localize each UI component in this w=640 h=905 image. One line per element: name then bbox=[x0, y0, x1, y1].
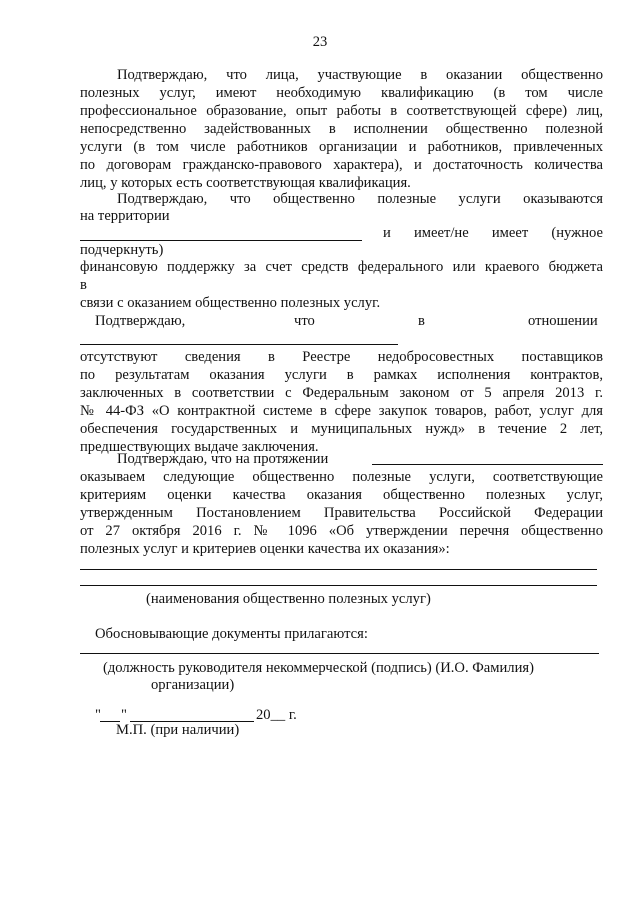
para3-line: обеспечения государственных и муниципальных нужд» в течение 2 лет, bbox=[80, 421, 603, 437]
para3-line: предшествующих выдаче заключения. bbox=[80, 439, 319, 455]
para3-word: Подтверждаю, bbox=[95, 313, 186, 329]
para1-line: непосредственно задействованных в исполнении общественно полезной bbox=[80, 121, 603, 137]
signature-caption: организации) bbox=[151, 677, 235, 693]
para2-line: связи с оказанием общественно полезных услуг. bbox=[80, 295, 381, 311]
para1-line: лиц, у которых есть соответствующая квалификация. bbox=[80, 175, 411, 191]
para3-line: заключенных в соответствии с Федеральным законом от 5 апреля 2013 г. bbox=[80, 385, 603, 401]
services-caption: (наименования общественно полезных услуг) bbox=[146, 591, 431, 607]
para3-line: № 44-ФЗ «О контрактной системе в сфере закупок товаров, работ, услуг для bbox=[80, 403, 603, 419]
page-number: 23 bbox=[312, 34, 328, 50]
organization-blank bbox=[80, 344, 398, 345]
documents-blank bbox=[80, 653, 599, 654]
documents-text: Обосновывающие документы прилагаются: bbox=[95, 626, 368, 642]
para3-line: по результатам оказания услуги в рамках исполнения контрактов, bbox=[80, 367, 603, 383]
para2-line: в bbox=[80, 277, 87, 293]
para2-line: и имеет/не имеет (нужное bbox=[383, 225, 603, 241]
stamp-label: М.П. (при наличии) bbox=[116, 722, 240, 738]
para4-line: критериям оценки качества оказания общественно полезных услуг, bbox=[80, 487, 603, 503]
para2-line: подчеркнуть) bbox=[80, 242, 164, 258]
para2-line: финансовую поддержку за счет средств федерального или краевого бюджета bbox=[80, 259, 603, 275]
para2-line: на территории bbox=[80, 208, 170, 224]
para1-line: профессиональное образование, опыт работы в соответствующей сфере) лиц, bbox=[80, 103, 603, 119]
para4-line: утвержденным Постановлением Правительства Российской Федерации bbox=[80, 505, 603, 521]
date-quote-close: " bbox=[121, 707, 127, 723]
para1-line: услуги (в том числе работников организации и работников, привлеченных bbox=[80, 139, 603, 155]
para3-word: отношении bbox=[528, 313, 598, 329]
para4-line: от 27 октября 2016 г. № 1096 «Об утверждении перечня общественно bbox=[80, 523, 603, 539]
date-year: 20__ г. bbox=[256, 707, 297, 723]
signature-caption: (должность руководителя некоммерческой (подпись) (И.О. Фамилия) bbox=[103, 660, 534, 676]
para4-line: Подтверждаю, что на протяжении bbox=[117, 451, 329, 467]
services-blank bbox=[80, 569, 597, 570]
para3-word: что bbox=[294, 313, 315, 329]
para1-line: по договорам гражданско-правового характера), и достаточность количества bbox=[80, 157, 603, 173]
date-quote-open: " bbox=[95, 707, 101, 723]
para3-line: отсутствуют сведения в Реестре недобросовестных поставщиков bbox=[80, 349, 603, 365]
services-blank bbox=[80, 585, 597, 586]
para2-line: Подтверждаю, что общественно полезные услуги оказываются bbox=[117, 191, 603, 207]
para1-line: полезных услуг, имеют необходимую квалификацию (в том числе bbox=[80, 85, 603, 101]
para4-line: оказываем следующие общественно полезные услуги, соответствующие bbox=[80, 469, 603, 485]
para3-word: в bbox=[418, 313, 425, 329]
para1-line: Подтверждаю, что лица, участвующие в оказании общественно bbox=[117, 67, 603, 83]
period-blank bbox=[372, 464, 603, 465]
para4-line: полезных услуг и критериев оценки качества их оказания»: bbox=[80, 541, 450, 557]
